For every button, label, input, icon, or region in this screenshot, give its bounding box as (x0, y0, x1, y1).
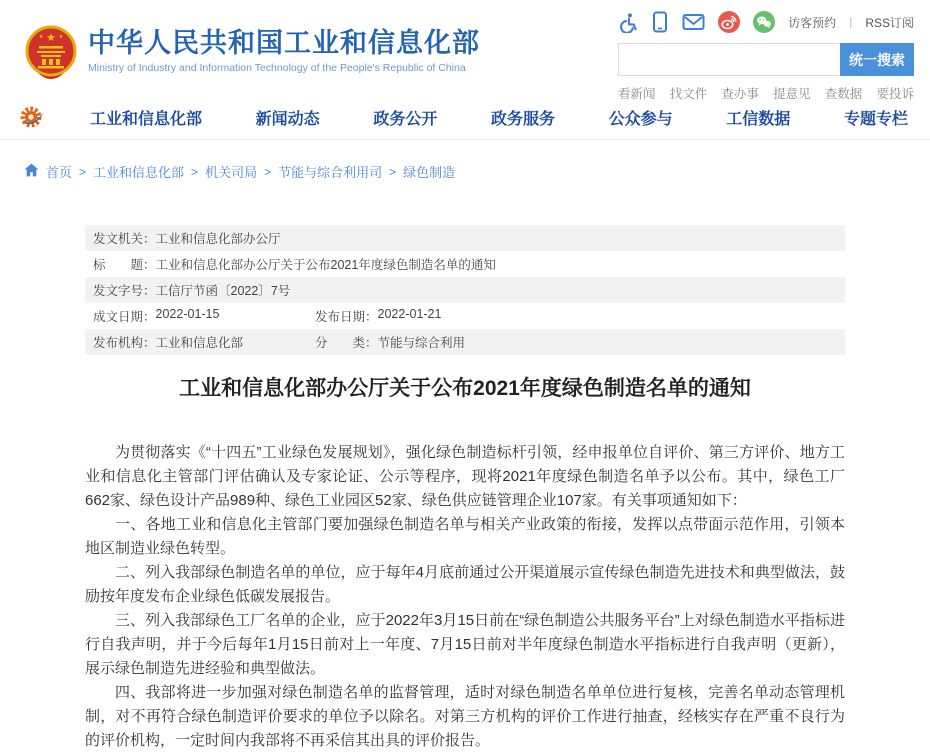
breadcrumb-separator: > (264, 164, 272, 179)
meta-value: 工业和信息化部办公厅关于公布2021年度绿色制造名单的通知 (155, 258, 496, 272)
breadcrumb-departments[interactable]: 机关司局 (205, 165, 258, 180)
meta-label: 标 题： (93, 258, 156, 272)
breadcrumb-separator: > (79, 164, 87, 179)
meta-label: 发布日期： (315, 310, 378, 324)
meta-row-title (85, 251, 845, 277)
nav-item-special-columns[interactable]: 专题专栏 (843, 110, 908, 128)
search-button[interactable]: 统一搜索 (840, 43, 914, 76)
visitor-reservation-link[interactable]: 访客预约 (788, 15, 837, 30)
meta-label: 发文机关： (93, 232, 156, 246)
rss-link[interactable]: RSS订阅 (865, 15, 914, 30)
weibo-icon[interactable] (718, 11, 740, 33)
meta-label: 发文字号： (93, 284, 156, 298)
meta-value: 2022-01-21 (377, 307, 442, 321)
breadcrumb-separator: > (389, 164, 397, 179)
site-title: 中华人民共和国工业和信息化部 (88, 28, 480, 58)
home-icon[interactable] (24, 163, 39, 180)
site-header (0, 0, 930, 101)
nav-item-news[interactable]: 新闻动态 (255, 110, 320, 128)
nav-item-public-participation[interactable]: 公众参与 (608, 110, 673, 128)
meta-row-dates (85, 303, 845, 329)
meta-value: 2022-01-15 (155, 307, 220, 321)
meta-row-publisher-category (85, 329, 845, 355)
breadcrumb-green-manufacturing[interactable]: 绿色制造 (403, 165, 456, 180)
nav-item-miit[interactable]: 工业和信息化部 (90, 110, 203, 128)
search-input[interactable] (618, 43, 840, 76)
site-subtitle: Ministry of Industry and Information Technology of the People's Republic of China (88, 62, 466, 74)
nav-item-gov-services[interactable]: 政务服务 (490, 110, 555, 128)
meta-label: 成文日期： (93, 310, 156, 324)
paragraph-item-1: 一、各地工业和信息化主管部门要加强绿色制造名单与相关产业政策的衔接，发挥以点带面示范作用，引领本地区制造业绿色转型。 (85, 516, 845, 557)
breadcrumb-home[interactable]: 首页 (46, 165, 73, 180)
wechat-icon[interactable] (753, 11, 775, 33)
paragraph-intro: 为贯彻落实《“十四五”工业绿色发展规划》，强化绿色制造标杆引领，经申报单位自评价、第三方评价、地方工业和信息化主管部门评估确认及专家论证、公示等程序，现将2021年度绿色制造名单予以公布。其中，绿色工厂662家、绿色设计产品989种、绿色工业园区52家、绿色供应链管理企业107家。有关事项通知如下： (85, 444, 845, 509)
document-area (85, 225, 845, 753)
svg-text:★: ★ (46, 32, 56, 44)
mail-icon[interactable] (682, 13, 705, 31)
header-icons-row (618, 10, 914, 34)
svg-text:★: ★ (58, 34, 64, 40)
breadcrumb-separator: > (191, 164, 199, 179)
quick-link-services[interactable]: 查办事 (721, 87, 759, 101)
document-title: 工业和信息化部办公厅关于公布2021年度绿色制造名单的通知 (179, 377, 751, 400)
document-meta-table (85, 225, 845, 355)
top-divider: | (849, 15, 853, 29)
breadcrumb-miit[interactable]: 工业和信息化部 (93, 165, 185, 180)
document-body (85, 441, 845, 753)
quick-link-news[interactable]: 看新闻 (618, 87, 656, 101)
nav-items (90, 106, 908, 129)
svg-text:★: ★ (38, 34, 44, 40)
header-right (618, 10, 914, 102)
meta-value: 工信厅节函〔2022〕7号 (155, 284, 291, 298)
quick-link-files[interactable]: 找文件 (669, 87, 708, 101)
meta-value: 节能与综合利用 (377, 336, 466, 350)
meta-row-doc-number (85, 277, 845, 303)
quick-link-suggestions[interactable]: 提意见 (773, 87, 811, 101)
meta-value: 工业和信息化部办公厅 (155, 232, 281, 246)
quick-link-complaints[interactable]: 要投诉 (876, 87, 914, 101)
mobile-icon[interactable] (651, 11, 669, 33)
meta-label: 分 类： (315, 336, 378, 350)
breadcrumb-energy-dept[interactable]: 节能与综合利用司 (278, 165, 383, 180)
national-emblem-icon (24, 24, 78, 91)
meta-label: 发布机构： (93, 336, 156, 350)
paragraph-item-2: 二、列入我部绿色制造名单的单位，应于每年4月底前通过公开渠道展示宣传绿色制造先进技术和典型做法，鼓励按年度发布企业绿色低碳发展报告。 (85, 564, 845, 605)
search-bar (618, 43, 914, 76)
miit-logo-icon (18, 103, 46, 131)
meta-value: 工业和信息化部 (155, 336, 244, 350)
meta-row-issuing-office (85, 225, 845, 251)
paragraph-item-4: 四、我部将进一步加强对绿色制造名单的监督管理，适时对绿色制造名单单位进行复核，完善名单动态管理机制，对不再符合绿色制造评价要求的单位予以除名。对第三方机构的评价工作进行抽查，经核实存在严重不良行为的评价机构，一定时间内我部将不再采信其出具的评价报告。 (85, 684, 845, 749)
site-title-block (88, 28, 480, 74)
quick-links-row (618, 84, 914, 102)
quick-link-data[interactable]: 查数据 (824, 87, 863, 101)
accessibility-icon[interactable] (617, 12, 638, 33)
nav-item-mit-data[interactable]: 工信数据 (726, 110, 791, 128)
nav-item-gov-disclosure[interactable]: 政务公开 (373, 110, 438, 128)
paragraph-item-3: 三、列入我部绿色工厂名单的企业，应于2022年3月15日前在“绿色制造公共服务平台”上对绿色制造水平指标进行自我声明，并于今后每年1月15日前对上一年度、7月15日前对半年度绿色制造水平指标进行自我声明（更新），展示绿色制造先进经验和典型做法。 (85, 612, 845, 677)
breadcrumb (24, 162, 930, 181)
